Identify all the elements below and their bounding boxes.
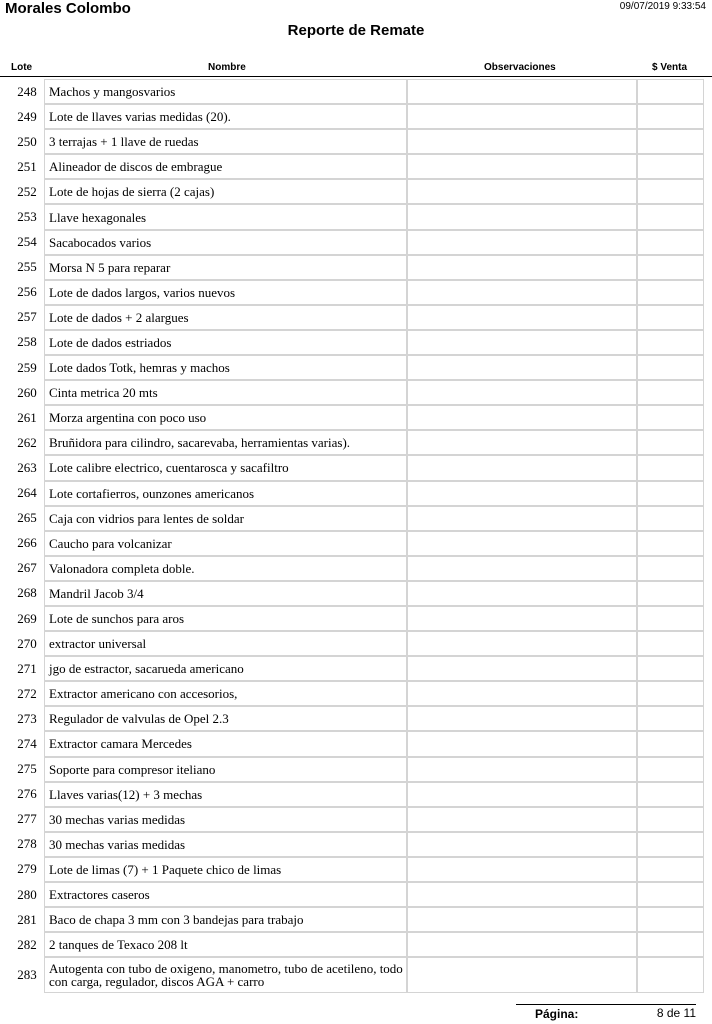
nombre-cell: jgo de estractor, sacarueda americano	[44, 656, 407, 681]
nombre-cell: Lote de dados largos, varios nuevos	[44, 280, 407, 305]
venta-cell	[637, 79, 704, 104]
nombre-cell: Morsa N 5 para reparar	[44, 255, 407, 280]
nombre-cell: Lote de sunchos para aros	[44, 606, 407, 631]
venta-cell	[637, 606, 704, 631]
company-name: Morales Colombo	[5, 0, 131, 17]
observaciones-cell	[407, 280, 637, 305]
venta-cell	[637, 355, 704, 380]
nombre-cell: Lote de dados + 2 alargues	[44, 305, 407, 330]
lote-cell: 264	[17, 485, 37, 501]
nombre-cell: Extractores caseros	[44, 882, 407, 907]
nombre-cell: Machos y mangosvarios	[44, 79, 407, 104]
nombre-cell: Mandril Jacob 3/4	[44, 581, 407, 606]
venta-cell	[637, 531, 704, 556]
lote-cell: 276	[17, 786, 37, 802]
venta-cell	[637, 656, 704, 681]
venta-cell	[637, 757, 704, 782]
observaciones-cell	[407, 882, 637, 907]
venta-cell	[637, 556, 704, 581]
nombre-cell: Lote cortafierros, ounzones americanos	[44, 481, 407, 506]
venta-cell	[637, 731, 704, 756]
lote-cell: 283	[17, 967, 37, 983]
observaciones-cell	[407, 255, 637, 280]
observaciones-cell	[407, 832, 637, 857]
lote-cell: 251	[17, 158, 37, 174]
observaciones-cell	[407, 907, 637, 932]
column-header-observaciones: Observaciones	[484, 62, 556, 73]
venta-cell	[637, 932, 704, 957]
nombre-cell: extractor universal	[44, 631, 407, 656]
lote-cell: 258	[17, 334, 37, 350]
observaciones-cell	[407, 857, 637, 882]
observaciones-cell	[407, 606, 637, 631]
nombre-cell: Baco de chapa 3 mm con 3 bandejas para trabajo	[44, 907, 407, 932]
nombre-cell: Llave hexagonales	[44, 204, 407, 229]
nombre-cell: Alineador de discos de embrague	[44, 154, 407, 179]
observaciones-cell	[407, 556, 637, 581]
venta-cell	[637, 305, 704, 330]
nombre-cell: 30 mechas varias medidas	[44, 832, 407, 857]
observaciones-cell	[407, 531, 637, 556]
venta-cell	[637, 430, 704, 455]
nombre-cell: Llaves varias(12) + 3 mechas	[44, 782, 407, 807]
column-header-nombre: Nombre	[208, 62, 246, 73]
lote-cell: 260	[17, 384, 37, 400]
venta-cell	[637, 782, 704, 807]
report-title: Reporte de Remate	[287, 22, 425, 39]
nombre-cell: Cinta metrica 20 mts	[44, 380, 407, 405]
observaciones-cell	[407, 807, 637, 832]
observaciones-cell	[407, 154, 637, 179]
observaciones-cell	[407, 506, 637, 531]
lote-cell: 266	[17, 535, 37, 551]
observaciones-cell	[407, 731, 637, 756]
lote-cell: 270	[17, 635, 37, 651]
observaciones-cell	[407, 330, 637, 355]
venta-cell	[637, 581, 704, 606]
nombre-cell: 30 mechas varias medidas	[44, 807, 407, 832]
observaciones-cell	[407, 782, 637, 807]
lote-cell: 273	[17, 710, 37, 726]
venta-cell	[637, 129, 704, 154]
nombre-cell: 2 tanques de Texaco 208 lt	[44, 932, 407, 957]
observaciones-cell	[407, 405, 637, 430]
lote-cell: 248	[17, 83, 37, 99]
nombre-cell: Lote de hojas de sierra (2 cajas)	[44, 179, 407, 204]
nombre-cell: 3 terrajas + 1 llave de ruedas	[44, 129, 407, 154]
venta-cell	[637, 631, 704, 656]
lote-cell: 257	[17, 309, 37, 325]
report-datetime: 09/07/2019 9:33:54	[619, 1, 706, 12]
venta-cell	[637, 179, 704, 204]
column-header-lote: Lote	[11, 62, 33, 73]
lote-cell: 252	[17, 183, 37, 199]
venta-cell	[637, 857, 704, 882]
nombre-cell: Bruñidora para cilindro, sacarevaba, herramientas varias).	[44, 430, 407, 455]
nombre-cell: Sacabocados varios	[44, 230, 407, 255]
venta-cell	[637, 380, 704, 405]
lote-cell: 268	[17, 585, 37, 601]
observaciones-cell	[407, 305, 637, 330]
nombre-cell: Extractor camara Mercedes	[44, 731, 407, 756]
venta-cell	[637, 882, 704, 907]
lote-cell: 253	[17, 209, 37, 225]
column-header-venta: $ Venta	[652, 62, 688, 73]
nombre-cell: Valonadora completa doble.	[44, 556, 407, 581]
observaciones-cell	[407, 957, 637, 993]
observaciones-cell	[407, 129, 637, 154]
lote-cell: 269	[17, 610, 37, 626]
nombre-cell: Lote de dados estriados	[44, 330, 407, 355]
venta-cell	[637, 807, 704, 832]
venta-cell	[637, 255, 704, 280]
venta-cell	[637, 832, 704, 857]
lote-cell: 254	[17, 234, 37, 250]
observaciones-cell	[407, 706, 637, 731]
nombre-cell: Regulador de valvulas de Opel 2.3	[44, 706, 407, 731]
nombre-cell: Lote dados Totk, hemras y machos	[44, 355, 407, 380]
venta-cell	[637, 481, 704, 506]
lote-cell: 261	[17, 409, 37, 425]
nombre-cell: Caja con vidrios para lentes de soldar	[44, 506, 407, 531]
observaciones-cell	[407, 380, 637, 405]
lote-cell: 282	[17, 936, 37, 952]
venta-cell	[637, 330, 704, 355]
lote-cell: 274	[17, 735, 37, 751]
lote-cell: 280	[17, 886, 37, 902]
venta-cell	[637, 706, 704, 731]
lote-cell: 262	[17, 434, 37, 450]
nombre-cell: Extractor americano con accesorios,	[44, 681, 407, 706]
venta-cell	[637, 957, 704, 993]
observaciones-cell	[407, 230, 637, 255]
venta-cell	[637, 104, 704, 129]
nombre-cell: Caucho para volcanizar	[44, 531, 407, 556]
lote-cell: 279	[17, 861, 37, 877]
observaciones-cell	[407, 581, 637, 606]
venta-cell	[637, 204, 704, 229]
lote-cell: 277	[17, 811, 37, 827]
nombre-cell: Autogenta con tubo de oxigeno, manometro, tubo de acetileno, todo con carga, regulador, discos AGA + carro	[44, 957, 407, 993]
observaciones-cell	[407, 455, 637, 480]
observaciones-cell	[407, 656, 637, 681]
lote-cell: 249	[17, 108, 37, 124]
venta-cell	[637, 907, 704, 932]
observaciones-cell	[407, 757, 637, 782]
lote-cell: 256	[17, 284, 37, 300]
lote-cell: 255	[17, 259, 37, 275]
nombre-cell: Lote de llaves varias medidas (20).	[44, 104, 407, 129]
observaciones-cell	[407, 430, 637, 455]
observaciones-cell	[407, 355, 637, 380]
lote-cell: 272	[17, 685, 37, 701]
nombre-cell: Soporte para compresor iteliano	[44, 757, 407, 782]
venta-cell	[637, 681, 704, 706]
venta-cell	[637, 506, 704, 531]
observaciones-cell	[407, 481, 637, 506]
nombre-cell: Lote de limas (7) + 1 Paquete chico de limas	[44, 857, 407, 882]
page-label: Página:	[535, 1007, 579, 1021]
lote-cell: 250	[17, 133, 37, 149]
lote-cell: 281	[17, 911, 37, 927]
lote-cell: 263	[17, 459, 37, 475]
lote-cell: 275	[17, 761, 37, 777]
table-header	[0, 62, 712, 77]
venta-cell	[637, 154, 704, 179]
observaciones-cell	[407, 79, 637, 104]
observaciones-cell	[407, 204, 637, 229]
lote-cell: 278	[17, 836, 37, 852]
page-number: 8 de 11	[656, 1006, 696, 1020]
observaciones-cell	[407, 681, 637, 706]
venta-cell	[637, 455, 704, 480]
venta-cell	[637, 280, 704, 305]
lote-cell: 267	[17, 560, 37, 576]
footer-rule	[516, 1004, 696, 1005]
lote-cell: 259	[17, 359, 37, 375]
observaciones-cell	[407, 932, 637, 957]
observaciones-cell	[407, 179, 637, 204]
lote-cell: 271	[17, 660, 37, 676]
lote-cell: 265	[17, 510, 37, 526]
venta-cell	[637, 405, 704, 430]
nombre-cell: Morza argentina con poco uso	[44, 405, 407, 430]
nombre-cell: Lote calibre electrico, cuentarosca y sacafiltro	[44, 455, 407, 480]
venta-cell	[637, 230, 704, 255]
observaciones-cell	[407, 631, 637, 656]
observaciones-cell	[407, 104, 637, 129]
